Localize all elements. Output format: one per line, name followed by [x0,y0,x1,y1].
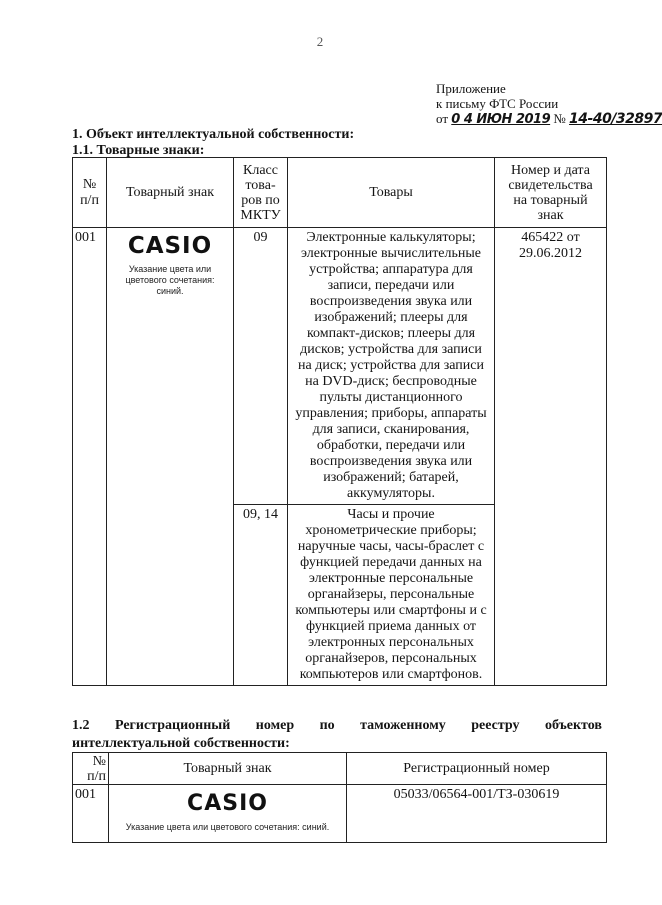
goods-line: воспроизведения звука или [309,454,473,469]
reg-header-number: Регистрационный номер [347,753,607,785]
row-class-09-14: 09, 14 [234,505,288,686]
section12-word: номер [255,718,295,733]
registration-table-header [73,753,607,785]
appendix-letter-ref: к письму ФТС России [436,96,559,111]
page-number: 2 [316,34,324,49]
registration-row [73,785,607,843]
section12-word: реестру [471,718,520,733]
reg-row-mark [109,785,347,843]
header-num [73,158,107,228]
section1-subtitle: 1.1. Товарные знаки: [72,143,205,158]
goods-line: компьютеры или смартфоны и с [295,603,487,618]
registration-table [72,752,607,843]
trademark-table-header [73,158,607,228]
goods-line: дисков; устройства для записи [300,342,482,357]
goods-line: наручные часы, часы-браслет с [297,539,485,554]
goods-line: воспроизведения звука или [309,294,473,309]
header-mark: Товарный знак [107,158,234,228]
reg-header-num [73,753,109,785]
header-cert-line: Номер и дата [511,162,590,178]
reg-header-num-line: п/п [87,768,106,784]
goods-line: электронных персональных [308,635,474,650]
header-cert [495,158,607,228]
goods-line: функцией приема данных от [305,619,477,634]
row-mark [107,228,234,686]
header-cert-line: свидетельства [508,177,593,193]
logo-color-note [107,264,233,297]
header-class-line: това- [245,177,276,193]
cert-number: 465422 от [521,230,580,245]
goods-line: электронные персональные [308,571,474,586]
section12-word: 1.2 [72,718,90,733]
goods-line: пульты дистанционного [319,390,463,405]
goods-line: Часы и прочие [347,507,435,522]
section1-title: 1. Объект интеллектуальной собственности: [72,127,355,142]
goods-line: хронометрические приборы; [305,523,477,538]
goods-line: управления; приборы, аппараты [295,406,487,421]
row-num: 001 [73,228,107,686]
goods-line: устройства; аппаратура для [309,262,473,277]
row-class-09: 09 [234,228,288,505]
goods-line: на диск; устройства для записи [298,358,484,373]
section12-word: по [319,718,335,733]
header-class-line: Класс [243,162,278,178]
logo-note-line: Указание цвета или [128,264,212,274]
header-cert-line: знак [537,207,564,223]
header-class [234,158,288,228]
appendix-date: 0 4 ИЮН 2019 [451,112,551,127]
logo-color-note: Указание цвета или цветового сочетания: синий. [125,822,330,832]
goods-line: записи, передачи или [327,278,455,293]
appendix-date-prefix: от [436,111,449,126]
appendix-date-line [436,111,662,127]
header-num-line: № [82,176,97,192]
appendix-number: 14-40/32897 [569,111,662,127]
logo-note-line: цветового сочетания: [125,275,215,285]
goods-line: функцией передачи данных на [300,555,482,570]
goods-line: изображений; плееры для [314,310,468,325]
header-class-line: ров по [241,192,280,208]
reg-header-num-line: № [92,753,106,769]
header-num-line: п/п [80,192,99,208]
goods-line: компьютеров или смартфонов. [299,667,483,682]
section12-word: Регистрационный [114,718,231,733]
section12-word: таможенному [360,718,446,733]
appendix-number-sign: № [553,111,566,126]
goods-line: компакт-дисков; плееры для [306,326,476,341]
header-class-line: МКТУ [240,207,281,223]
goods-line: Электронные калькуляторы; [306,230,476,245]
goods-cell-09 [288,228,495,505]
section12-word: объектов [544,718,602,733]
trademark-table [72,157,607,686]
row-cert [495,228,607,686]
goods-line: изображений; батарей, [323,470,459,485]
header-cert-line: на товарный [513,192,588,208]
reg-header-mark: Товарный знак [109,753,347,785]
goods-line: электронные вычислительные [300,246,482,261]
goods-line: органайзеры, персональные [307,587,475,602]
trademark-row [73,228,607,505]
goods-line: органайзеров, персональных [305,651,477,666]
casio-logo: CASIO [127,233,213,259]
goods-line: на DVD-диск; беспроводные [305,374,477,389]
reg-row-number: 05033/06564-001/ТЗ-030619 [347,785,607,843]
cert-date: 29.06.2012 [519,246,582,261]
section12-title [72,718,602,734]
logo-note-line: синий. [156,286,184,296]
reg-row-num: 001 [73,785,109,843]
casio-logo: CASIO [187,791,268,816]
section12-title-cont: интеллектуальной собственности: [72,736,290,751]
goods-cell-09-14 [288,505,495,686]
goods-line: для записи, сканирования, [312,422,470,437]
appendix-label: Приложение [436,81,506,96]
header-goods: Товары [288,158,495,228]
goods-line: аккумуляторы. [347,486,435,501]
goods-line: обработки, передачи или [316,438,466,453]
